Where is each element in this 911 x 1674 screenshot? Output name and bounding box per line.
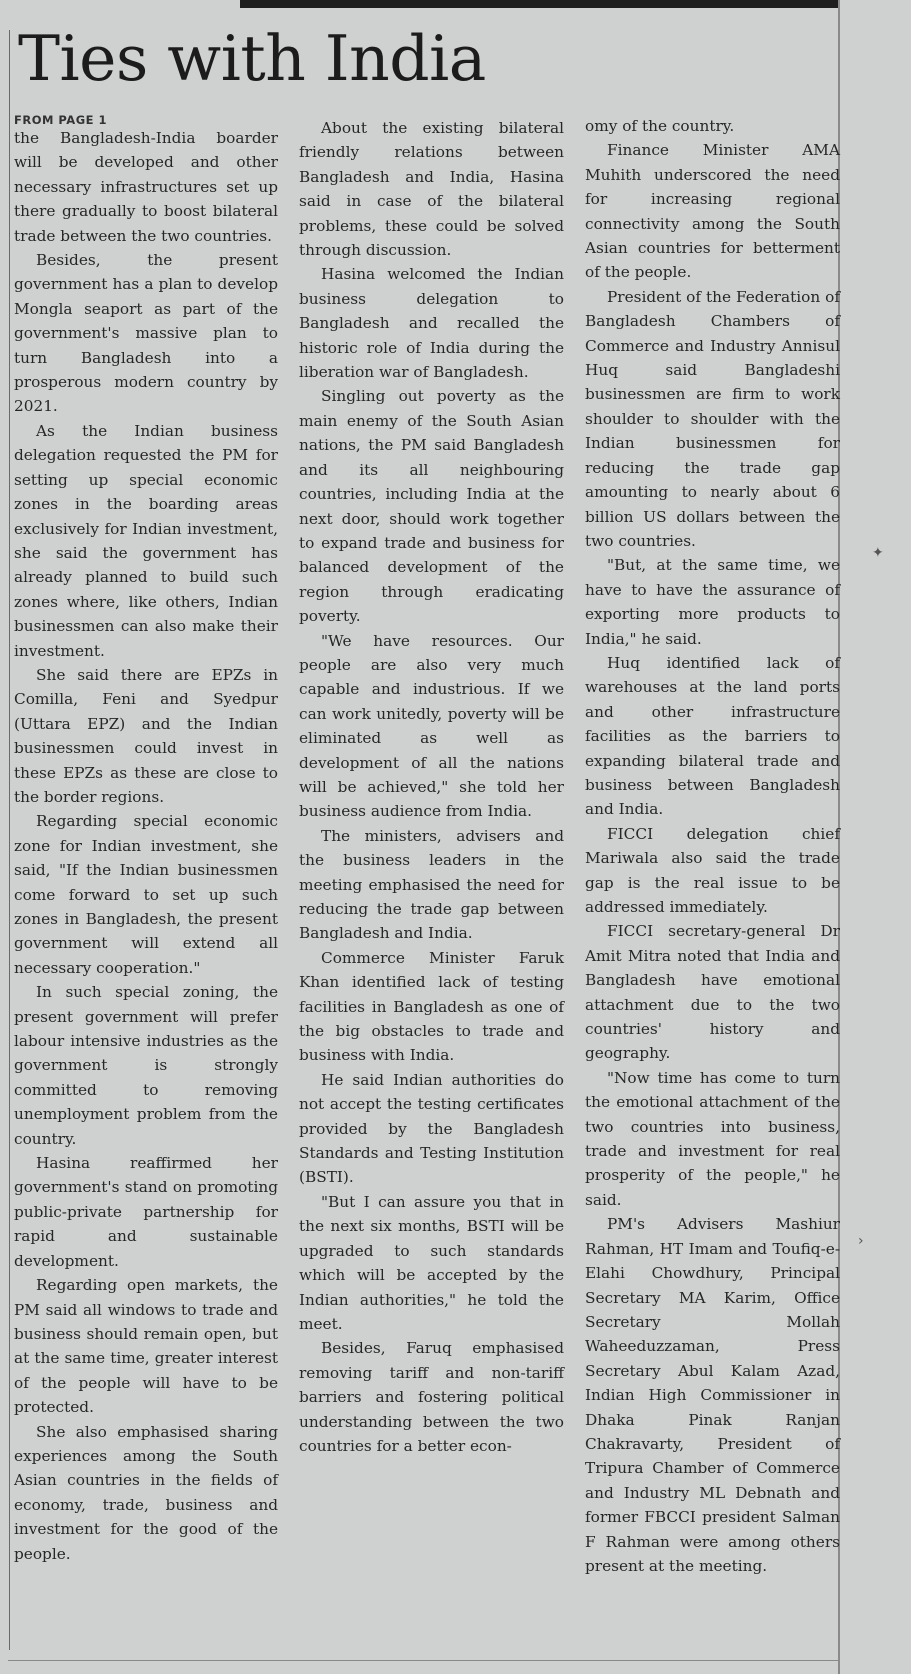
paragraph: "We have resources. Our people are also very much capable and industrious. If we can work unitedly, poverty will be eliminated as well as development of all the nations will be achieved," she told her business audience from India. bbox=[299, 631, 564, 821]
from-page-kicker: FROM PAGE 1 bbox=[14, 113, 108, 127]
article-column-3 bbox=[585, 114, 840, 1578]
paragraph: He said Indian authorities do not accept the testing certificates provided by the Bangladesh Standards and Testing Institution (BSTI). bbox=[299, 1070, 564, 1187]
paragraph: FICCI delegation chief Mariwala also said the trade gap is the real issue to be addressed immediately. bbox=[585, 824, 840, 916]
paragraph: Regarding open markets, the PM said all windows to trade and business should remain open, but at the same time, greater interest of the people will have to be protected. bbox=[14, 1276, 278, 1417]
top-rule bbox=[240, 0, 840, 8]
paragraph: FICCI secretary-general Dr Amit Mitra noted that India and Bangladesh have emotional attachment due to the two countries' history and geography. bbox=[585, 922, 840, 1063]
paragraph: Besides, the present government has a plan to develop Mongla seaport as part of the government's massive plan to turn Bangladesh into a prosperous modern country by 2021. bbox=[14, 251, 278, 416]
paragraph: About the existing bilateral friendly relations between Bangladesh and India, Hasina said in case of the bilateral problems, these could be solved through discussion. bbox=[299, 119, 564, 260]
headline: Ties with India bbox=[18, 22, 486, 95]
paper-speck: ✦ bbox=[872, 545, 884, 561]
bottom-rule bbox=[8, 1660, 838, 1661]
paragraph: She also emphasised sharing experiences among the South Asian countries in the fields of economy, trade, business and investment for the good of the people. bbox=[14, 1422, 278, 1563]
paragraph: Singling out poverty as the main enemy of the South Asian nations, the PM said Bangladesh and its all neighbouring countries, including India at the next door, should work together to expand trade and business for balanced development of the region through eradicating poverty. bbox=[299, 387, 564, 626]
paper-speck: › bbox=[858, 1233, 864, 1249]
paragraph: As the Indian business delegation requested the PM for setting up special economic zones in the boarding areas exclusively for Indian investment, she said the government has already planned to build such zones where, like others, Indian businessmen can also make their investment. bbox=[14, 421, 278, 660]
left-column-rule bbox=[9, 30, 10, 1650]
paragraph: Besides, Faruq emphasised removing tariff and non-tariff barriers and fostering political understanding between the two countries for a better econ- bbox=[299, 1339, 564, 1455]
paragraph: She said there are EPZs in Comilla, Feni and Syedpur (Uttara EPZ) and the Indian businessmen could invest in these EPZs as these are close to the border regions. bbox=[14, 665, 278, 806]
paragraph: In such special zoning, the present government will prefer labour intensive industries as the government is strongly committed to removing unemployment problem from the country. bbox=[14, 983, 278, 1148]
paragraph: The ministers, advisers and the business leaders in the meeting emphasised the need for reducing the trade gap between Bangladesh and India. bbox=[299, 826, 564, 943]
paragraph: Finance Minister AMA Muhith underscored the need for increasing regional connectivity among the South Asian countries for betterment of the people. bbox=[585, 141, 840, 282]
paragraph: Regarding special economic zone for Indian investment, she said, "If the Indian businessmen come forward to set up such zones in Bangladesh, the present government will extend all necessary cooperation." bbox=[14, 812, 278, 977]
paragraph-continuation: omy of the country. bbox=[585, 117, 735, 135]
paragraph: President of the Federation of Bangladesh Chambers of Commerce and Industry Annisul Huq said Bangladeshi businessmen are firm to work shoulder to shoulder with the Indian businessmen for reducing the trade gap amounting to nearly about 6 billion US dollars between the two countries. bbox=[585, 287, 840, 550]
paragraph: "But I can assure you that in the next six months, BSTI will be upgraded to such standards which will be accepted by the Indian authorities," he told the meet. bbox=[299, 1192, 564, 1333]
paragraph: the Bangladesh-India boarder will be developed and other necessary infrastructures set up there gradually to boost bilateral trade between the two countries. bbox=[14, 129, 278, 245]
paragraph: Hasina reaffirmed her government's stand on promoting public-private partnership for rapid and sustainable development. bbox=[14, 1154, 278, 1270]
article-column-1 bbox=[14, 114, 278, 1566]
paragraph: "But, at the same time, we have to have the assurance of exporting more products to India," he said. bbox=[585, 556, 840, 648]
paragraph: "Now time has come to turn the emotional attachment of the two countries into business, trade and investment for real prosperity of the people," he said. bbox=[585, 1068, 840, 1209]
article-column-2 bbox=[299, 116, 564, 1458]
paragraph: Commerce Minister Faruk Khan identified lack of testing facilities in Bangladesh as one of the big obstacles to trade and business with India. bbox=[299, 948, 564, 1065]
paragraph: Hasina welcomed the Indian business delegation to Bangladesh and recalled the historic role of India during the liberation war of Bangladesh. bbox=[299, 265, 564, 382]
paragraph: Huq identified lack of warehouses at the land ports and other infrastructure facilities as the barriers to expanding bilateral trade and business between Bangladesh and India. bbox=[585, 653, 840, 819]
paragraph: PM's Advisers Mashiur Rahman, HT Imam and Toufiq-e-Elahi Chowdhury, Principal Secretary MA Karim, Office Secretary Mollah Waheeduzzaman, Press Secretary Abul Kalam Azad, Indian High Commissioner in Dhaka Pinak Ranjan Chakravarty, President of Tripura Chamber of Commerce and Industry ML Debnath and former FBCCI president Salman F Rahman were among others present at the meeting. bbox=[585, 1215, 840, 1575]
